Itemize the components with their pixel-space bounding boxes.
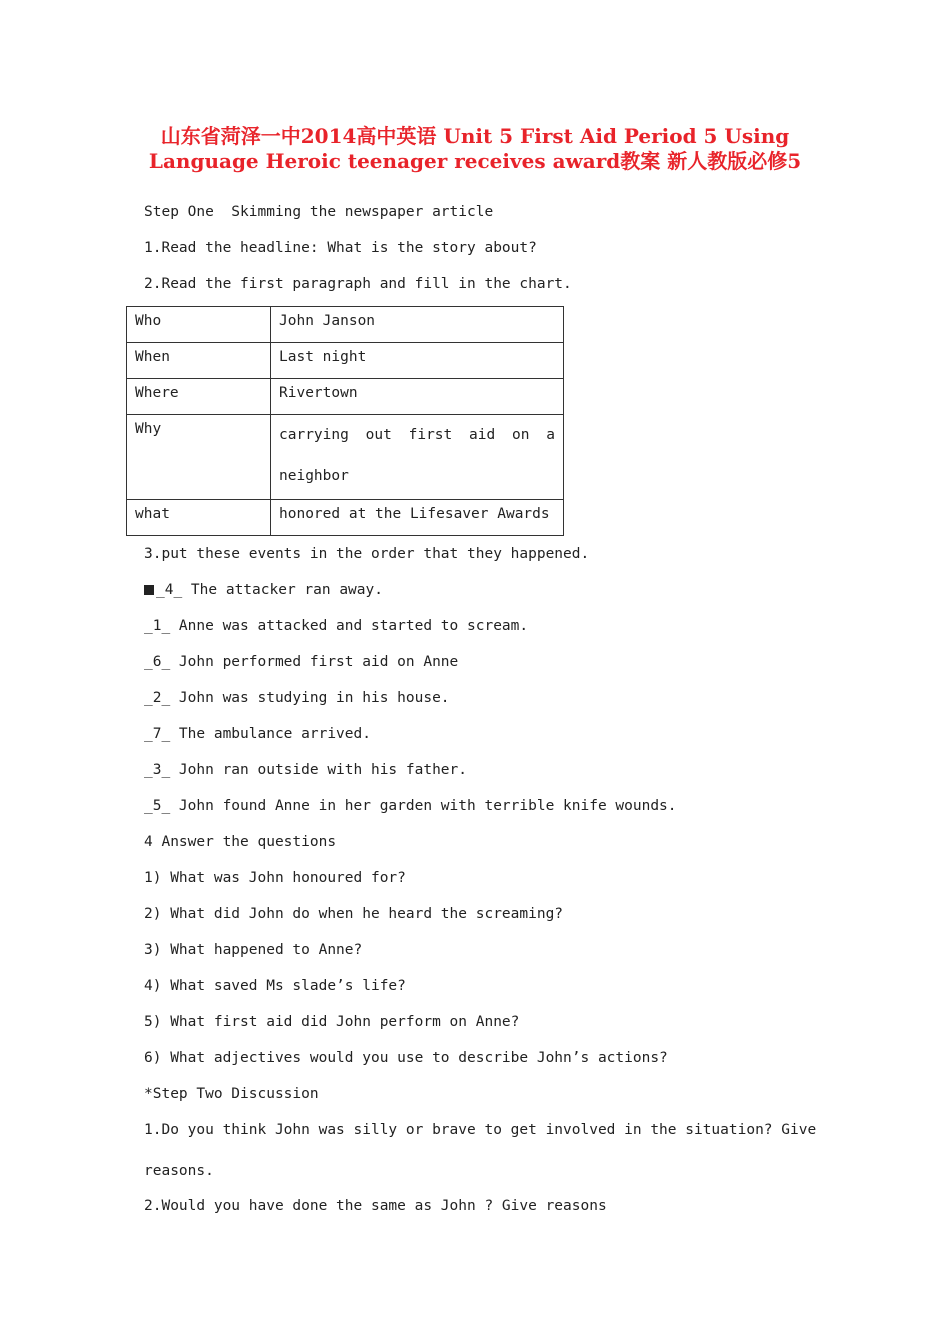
question-item: 1) What was John honoured for? [144, 870, 406, 886]
order-item: _6_ John performed first aid on Anne [144, 654, 459, 670]
chart-row [127, 415, 564, 500]
chart-row [127, 343, 564, 379]
step-one-heading: Step One Skimming the newspaper article [144, 204, 494, 220]
question-item: 5) What first aid did John perform on Anne? [144, 1014, 520, 1030]
step-two-question-2: 2.Would you have done the same as John ? Give reasons [144, 1198, 607, 1214]
order-item: _1_ Anne was attacked and started to scream. [144, 618, 529, 634]
order-item: _2_ John was studying in his house. [144, 690, 450, 706]
step-two-question-1: 1.Do you think John was silly or brave to get involved in the situation? Give [144, 1122, 817, 1138]
chart-value: honored at the Lifesaver Awards [271, 500, 564, 536]
chart-row [127, 500, 564, 536]
order-heading: 3.put these events in the order that they happened. [144, 546, 590, 562]
question-item: 3) What happened to Anne? [144, 942, 363, 958]
document-title [100, 124, 850, 174]
chart-key: Who [127, 307, 271, 343]
chart-value: John Janson [271, 307, 564, 343]
chart-value: Last night [271, 343, 564, 379]
info-chart [126, 306, 564, 536]
step-two-question-1-cont: reasons. [144, 1163, 214, 1179]
question-item: 4) What saved Ms slade’s life? [144, 978, 406, 994]
order-item: _3_ John ran outside with his father. [144, 762, 468, 778]
chart-key: what [127, 500, 271, 536]
step-one-question-1: 1.Read the headline: What is the story about? [144, 240, 537, 256]
chart-key: When [127, 343, 271, 379]
title-line-1: 山东省菏泽一中2014高中英语 Unit 5 First Aid Period 5 Using [160, 124, 790, 148]
chart-row [127, 307, 564, 343]
step-one-question-2: 2.Read the first paragraph and fill in the chart. [144, 276, 572, 292]
title-line-2: Language Heroic teenager receives award教案 新人教版必修5 [148, 149, 802, 173]
chart-value: Rivertown [271, 379, 564, 415]
chart-key: Why [127, 415, 271, 500]
bullet-square-icon [144, 585, 154, 595]
question-item: 2) What did John do when he heard the screaming? [144, 906, 564, 922]
chart-row [127, 379, 564, 415]
order-item: _5_ John found Anne in her garden with terrible knife wounds. [144, 798, 677, 814]
order-item-text: _4_ The attacker ran away. [156, 582, 383, 598]
chart-value: carrying out first aid on a neighbor [271, 415, 564, 500]
step-two-heading: *Step Two Discussion [144, 1086, 319, 1102]
questions-heading: 4 Answer the questions [144, 834, 337, 850]
order-item: _7_ The ambulance arrived. [144, 726, 371, 742]
question-item: 6) What adjectives would you use to describe John’s actions? [144, 1050, 668, 1066]
chart-key: Where [127, 379, 271, 415]
order-item [144, 581, 383, 599]
